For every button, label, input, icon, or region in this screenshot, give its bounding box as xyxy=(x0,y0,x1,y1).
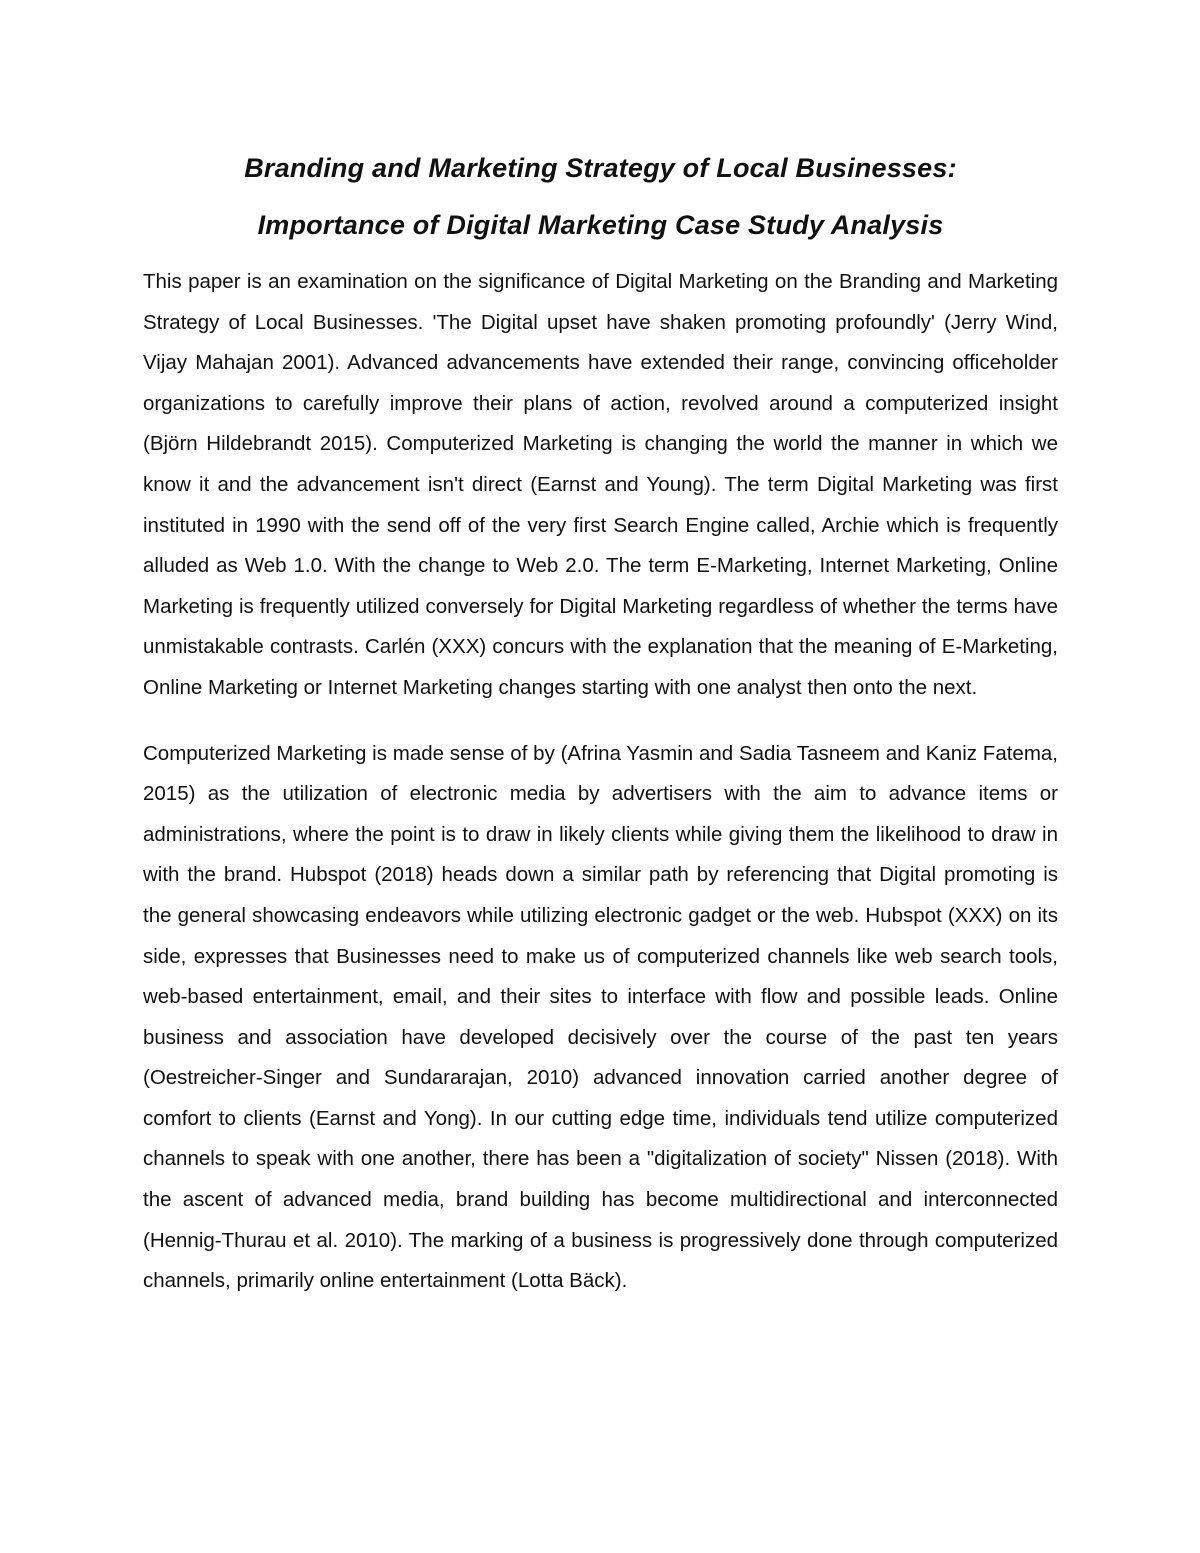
body-paragraph-1: This paper is an examination on the significance of Digital Marketing on the Branding and Marketing Strategy of Local Businesses. 'The Digital upset have shaken promoting profoundly' (Jerry Wind, Vijay Mahajan 2001). Advanced advancements have extended their range, convincing officeholder organizations to carefully improve their plans of action, revolved around a computerized insight (Björn Hildebrandt 2015). Computerized Marketing is changing the world the manner in which we know it and the advancement isn't direct (Earnst and Young). The term Digital Marketing was first instituted in 1990 with the send off of the very first Search Engine called, Archie which is frequently alluded as Web 1.0. With the change to Web 2.0. The term E-Marketing, Internet Marketing, Online Marketing is frequently utilized conversely for Digital Marketing regardless of whether the terms have unmistakable contrasts. Carlén (XXX) concurs with the explanation that the meaning of E-Marketing, Online Marketing or Internet Marketing changes starting with one analyst then onto the next. xyxy=(143,270,1058,699)
title-line-2: Importance of Digital Marketing Case Study Analysis xyxy=(257,210,944,240)
body-paragraph-2: Computerized Marketing is made sense of by (Afrina Yasmin and Sadia Tasneem and Kaniz Fatema, 2015) as the utilization of electronic media by advertisers with the aim to advance items or administrations, where the point is to draw in likely clients while giving them the likelihood to draw in with the brand. Hubspot (2018) heads down a similar path by referencing that Digital promoting is the general showcasing endeavors while utilizing electronic gadget or the web. Hubspot (XXX) on its side, expresses that Businesses need to make us of computerized channels like web search tools, web-based entertainment, email, and their sites to interface with flow and possible leads. Online business and association have developed decisively over the course of the past ten years (Oestreicher-Singer and Sundararajan, 2010) advanced innovation carried another degree of comfort to clients (Earnst and Yong). In our cutting edge time, individuals tend utilize computerized channels to speak with one another, there has been a "digitalization of society" Nissen (2018). With the ascent of advanced media, brand building has become multidirectional and interconnected (Hennig-Thurau et al. 2010). The marking of a business is progressively done through computerized channels, primarily online entertainment (Lotta Bäck). xyxy=(143,741,1058,1293)
title-line-1: Branding and Marketing Strategy of Local Businesses: xyxy=(244,153,957,183)
document-page xyxy=(143,140,1058,1302)
document-title xyxy=(143,140,1058,254)
